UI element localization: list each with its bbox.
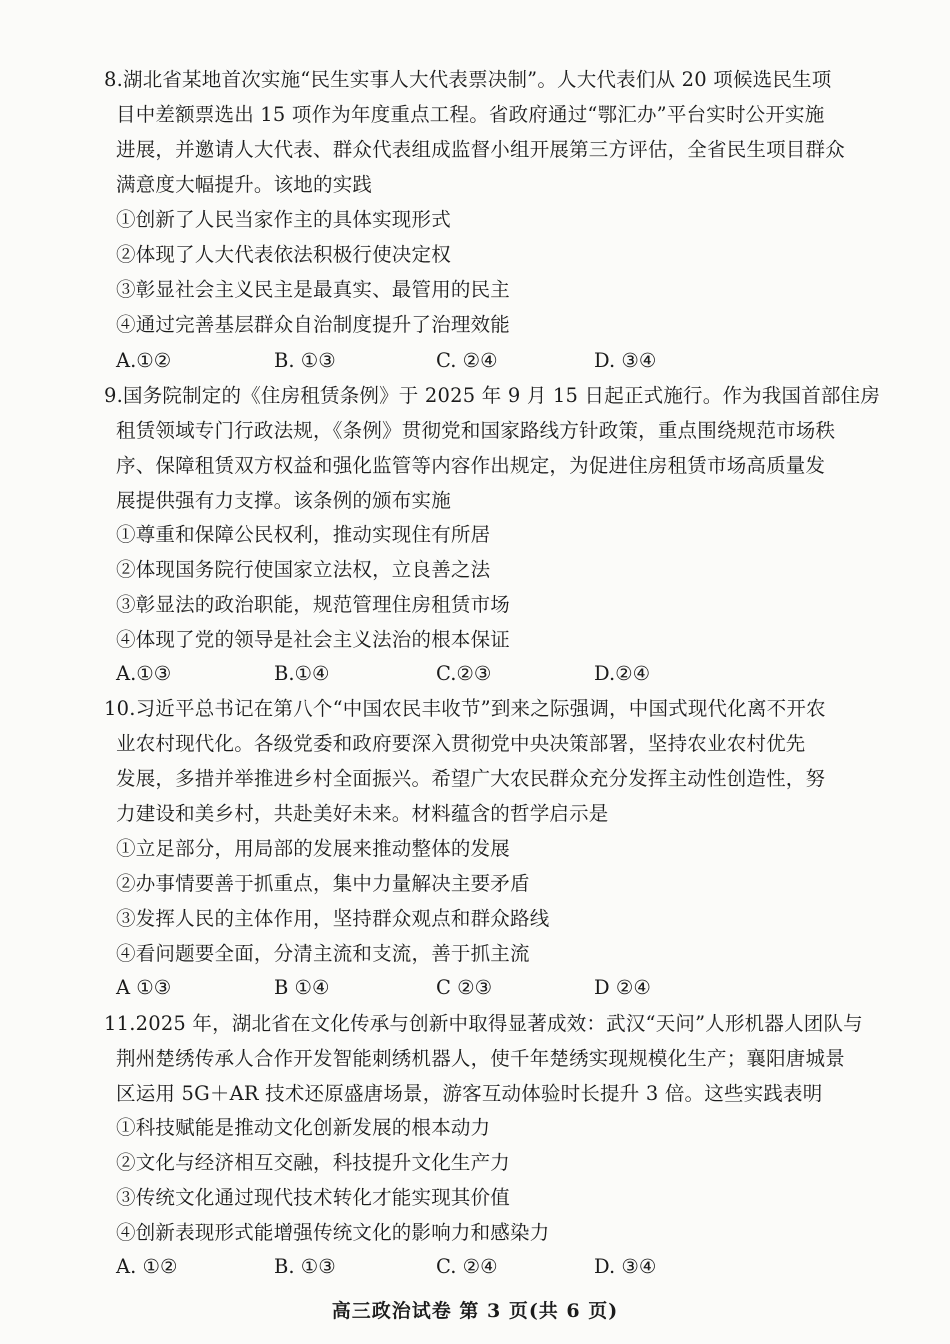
question-9-choices [116, 656, 756, 691]
stem-line: 10.习近平总书记在第八个“中国农民丰收节”到来之际强调，中国式现代化离不开农 [104, 697, 826, 720]
choice-b[interactable]: B ①④ [274, 976, 330, 999]
option-statement: ①创新了人民当家作主的具体实现形式 [116, 208, 451, 231]
question-10-choices [116, 970, 756, 1005]
question-8-options [104, 202, 864, 342]
question-8-choices [116, 343, 756, 378]
stem-line: 8.湖北省某地首次实施“民生实事人大代表票决制”。人大代表们从 20 项候选民生项 [104, 68, 832, 91]
choice-c[interactable]: C ②③ [436, 976, 493, 999]
question-10-stem [104, 691, 864, 831]
option-statement: ③彰显法的政治职能，规范管理住房租赁市场 [116, 593, 511, 616]
choice-a[interactable]: A.①③ [116, 662, 172, 685]
option-statement: ②文化与经济相互交融，科技提升文化生产力 [116, 1151, 511, 1174]
choice-d[interactable]: D ②④ [594, 976, 651, 999]
option-statement: ②体现国务院行使国家立法权，立良善之法 [116, 558, 491, 581]
choice-c[interactable]: C. ②④ [436, 1255, 498, 1278]
choice-d[interactable]: D.②④ [594, 662, 651, 685]
stem-line: 满意度大幅提升。该地的实践 [116, 173, 373, 196]
choice-c[interactable]: C. ②④ [436, 349, 498, 372]
choice-d[interactable]: D. ③④ [594, 349, 657, 372]
option-statement: ②办事情要善于抓重点，集中力量解决主要矛盾 [116, 872, 530, 895]
stem-line: 9.国务院制定的《住房租赁条例》于 2025 年 9 月 15 日起正式施行。作为我国首部住房 [104, 384, 881, 407]
question-9-stem [104, 378, 881, 518]
choice-a[interactable]: A. ①② [116, 1255, 178, 1278]
option-statement: ①科技赋能是推动文化创新发展的根本动力 [116, 1116, 491, 1139]
question-11-options [104, 1110, 864, 1250]
option-statement: ④通过完善基层群众自治制度提升了治理效能 [116, 313, 511, 336]
choice-c[interactable]: C.②③ [436, 662, 492, 685]
stem-line: 展提供强有力支撑。该条例的颁布实施 [116, 489, 451, 512]
stem-line: 序、保障租赁双方权益和强化监管等内容作出规定，为促进住房租赁市场高质量发 [116, 454, 826, 477]
question-10-options [104, 831, 864, 971]
stem-line: 11.2025 年，湖北省在文化传承与创新中取得显著成效：武汉“天问”人形机器人团队与 [104, 1012, 863, 1035]
choice-a[interactable]: A ①③ [116, 976, 172, 999]
stem-line: 进展，并邀请人大代表、群众代表组成监督小组开展第三方评估，全省民生项目群众 [116, 138, 845, 161]
stem-line: 荆州楚绣传承人合作开发智能刺绣机器人，使千年楚绣实现规模化生产；襄阳唐城景 [116, 1047, 845, 1070]
option-statement: ④体现了党的领导是社会主义法治的根本保证 [116, 628, 511, 651]
option-statement: ④看问题要全面，分清主流和支流，善于抓主流 [116, 942, 530, 965]
choice-b[interactable]: B. ①③ [274, 1255, 336, 1278]
question-11-stem [104, 1006, 864, 1111]
page-footer: 高三政治试卷 第 3 页(共 6 页) [331, 1300, 619, 1322]
choice-b[interactable]: B.①④ [274, 662, 330, 685]
option-statement: ④创新表现形式能增强传统文化的影响力和感染力 [116, 1221, 550, 1244]
choice-a[interactable]: A.①② [116, 349, 172, 372]
question-8-stem [104, 62, 864, 202]
option-statement: ①立足部分，用局部的发展来推动整体的发展 [116, 837, 511, 860]
option-statement: ②体现了人大代表依法积极行使决定权 [116, 243, 451, 266]
option-statement: ③传统文化通过现代技术转化才能实现其价值 [116, 1186, 511, 1209]
choice-d[interactable]: D. ③④ [594, 1255, 657, 1278]
stem-line: 业农村现代化。各级党委和政府要深入贯彻党中央决策部署，坚持农业农村优先 [116, 732, 806, 755]
stem-line: 租赁领域专门行政法规，《条例》贯彻党和国家路线方针政策，重点围绕规范市场秩 [116, 419, 836, 442]
stem-line: 发展，多措并举推进乡村全面振兴。希望广大农民群众充分发挥主动性创造性，努 [116, 767, 826, 790]
question-11-choices [116, 1249, 756, 1284]
option-statement: ③彰显社会主义民主是最真实、最管用的民主 [116, 278, 511, 301]
option-statement: ③发挥人民的主体作用，坚持群众观点和群众路线 [116, 907, 550, 930]
stem-line: 力建设和美乡村，共赴美好未来。材料蕴含的哲学启示是 [116, 802, 609, 825]
question-9-options [104, 517, 864, 657]
option-statement: ①尊重和保障公民权利，推动实现住有所居 [116, 523, 491, 546]
stem-line: 目中差额票选出 15 项作为年度重点工程。省政府通过“鄂汇办”平台实时公开实施 [116, 103, 825, 126]
stem-line: 区运用 5G＋AR 技术还原盛唐场景，游客互动体验时长提升 3 倍。这些实践表明 [116, 1082, 823, 1105]
choice-b[interactable]: B. ①③ [274, 349, 336, 372]
